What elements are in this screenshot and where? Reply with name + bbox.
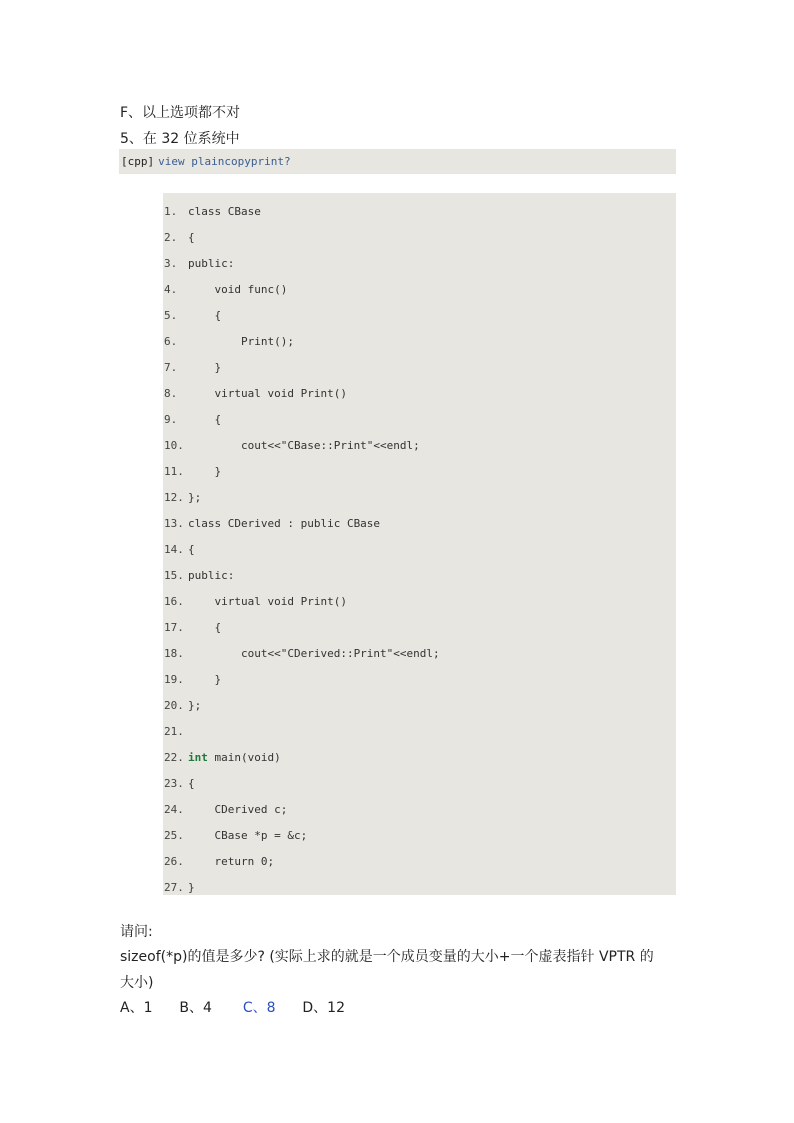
code-text: { — [188, 231, 195, 244]
code-line — [164, 849, 274, 875]
code-text: Print(); — [188, 335, 294, 348]
code-text: { — [188, 543, 195, 556]
code-text: CBase *p = &c; — [188, 829, 308, 842]
line-number: 3. — [164, 257, 178, 270]
code-text: } — [188, 881, 195, 894]
code-toolbar-links[interactable]: view plaincopyprint? — [158, 155, 291, 168]
line-number: 5. — [164, 309, 178, 322]
line-number: 16. — [164, 595, 184, 608]
line-number: 21. — [164, 725, 184, 738]
code-text: class CBase — [188, 205, 261, 218]
line-number: 13. — [164, 517, 184, 530]
line-number: 24. — [164, 803, 184, 816]
line-number: 22. — [164, 751, 184, 764]
code-line — [164, 797, 287, 823]
line-number: 20. — [164, 699, 184, 712]
line-number: 18. — [164, 647, 184, 660]
option-a: A、1 — [120, 1000, 153, 1016]
question-prompt: 请问: — [120, 924, 153, 940]
line-number: 1. — [164, 205, 178, 218]
code-line — [164, 589, 347, 615]
code-block — [163, 193, 676, 895]
line-number: 15. — [164, 569, 184, 582]
line-number: 26. — [164, 855, 184, 868]
code-line — [164, 641, 440, 667]
code-text: }; — [188, 699, 202, 712]
code-text: { — [188, 309, 222, 322]
code-line — [164, 511, 380, 537]
line-number: 19. — [164, 673, 184, 686]
code-language-label: [cpp] — [121, 155, 155, 168]
code-text: { — [188, 777, 195, 790]
code-line — [164, 459, 221, 485]
code-text: } — [188, 465, 222, 478]
option-c: C、8 — [242, 1000, 276, 1016]
code-text: cout<<"CBase::Print"<<endl; — [188, 439, 420, 452]
line-number: 8. — [164, 387, 178, 400]
line-number: 25. — [164, 829, 184, 842]
code-text: class CDerived : public CBase — [188, 517, 381, 530]
code-line — [164, 745, 281, 771]
code-line — [164, 537, 195, 563]
code-text: { — [188, 621, 222, 634]
keyword: int — [188, 751, 208, 764]
line-number: 11. — [164, 465, 184, 478]
line-number: 12. — [164, 491, 184, 504]
code-line — [164, 199, 261, 225]
code-toolbar — [119, 149, 676, 174]
question-5-heading: 5、在 32 位系统中 — [120, 131, 240, 147]
code-line — [164, 693, 201, 719]
code-text: virtual void Print() — [188, 595, 347, 608]
line-number: 2. — [164, 231, 178, 244]
code-line — [164, 329, 294, 355]
code-line — [164, 251, 234, 277]
line-number: 6. — [164, 335, 178, 348]
option-d: D、12 — [302, 1000, 346, 1016]
code-line — [164, 875, 195, 901]
code-line — [164, 225, 195, 251]
code-line — [164, 485, 201, 511]
code-text: } — [188, 673, 222, 686]
code-line — [164, 433, 420, 459]
code-line — [164, 303, 221, 329]
code-text: { — [188, 413, 222, 426]
line-number: 10. — [164, 439, 184, 452]
code-line — [164, 277, 287, 303]
code-text: } — [188, 361, 222, 374]
code-line — [164, 381, 347, 407]
line-number: 17. — [164, 621, 184, 634]
code-line — [164, 667, 221, 693]
code-text: public: — [188, 257, 235, 270]
option-f-line: F、以上选项都不对 — [120, 105, 241, 121]
question-text-cont: 大小) — [120, 975, 154, 991]
code-line — [164, 563, 234, 589]
code-text: main(void) — [207, 751, 281, 764]
code-line — [164, 407, 221, 433]
line-number: 7. — [164, 361, 178, 374]
code-text: return 0; — [188, 855, 275, 868]
answer-options — [120, 995, 345, 1021]
line-number: 27. — [164, 881, 184, 894]
line-number: 9. — [164, 413, 178, 426]
code-text: public: — [188, 569, 235, 582]
line-number: 4. — [164, 283, 178, 296]
code-text: CDerived c; — [188, 803, 288, 816]
code-text: void func() — [188, 283, 288, 296]
question-text: sizeof(*p)的值是多少? (实际上求的就是一个成员变量的大小+一个虚表指针 VPTR 的 — [120, 949, 654, 965]
code-text: virtual void Print() — [188, 387, 347, 400]
option-b: B、4 — [179, 1000, 212, 1016]
code-text: cout<<"CDerived::Print"<<endl; — [188, 647, 440, 660]
code-line — [164, 771, 195, 797]
code-line — [164, 719, 188, 745]
code-line — [164, 355, 221, 381]
line-number: 14. — [164, 543, 184, 556]
code-line — [164, 823, 307, 849]
line-number: 23. — [164, 777, 184, 790]
code-text: }; — [188, 491, 202, 504]
code-line — [164, 615, 221, 641]
